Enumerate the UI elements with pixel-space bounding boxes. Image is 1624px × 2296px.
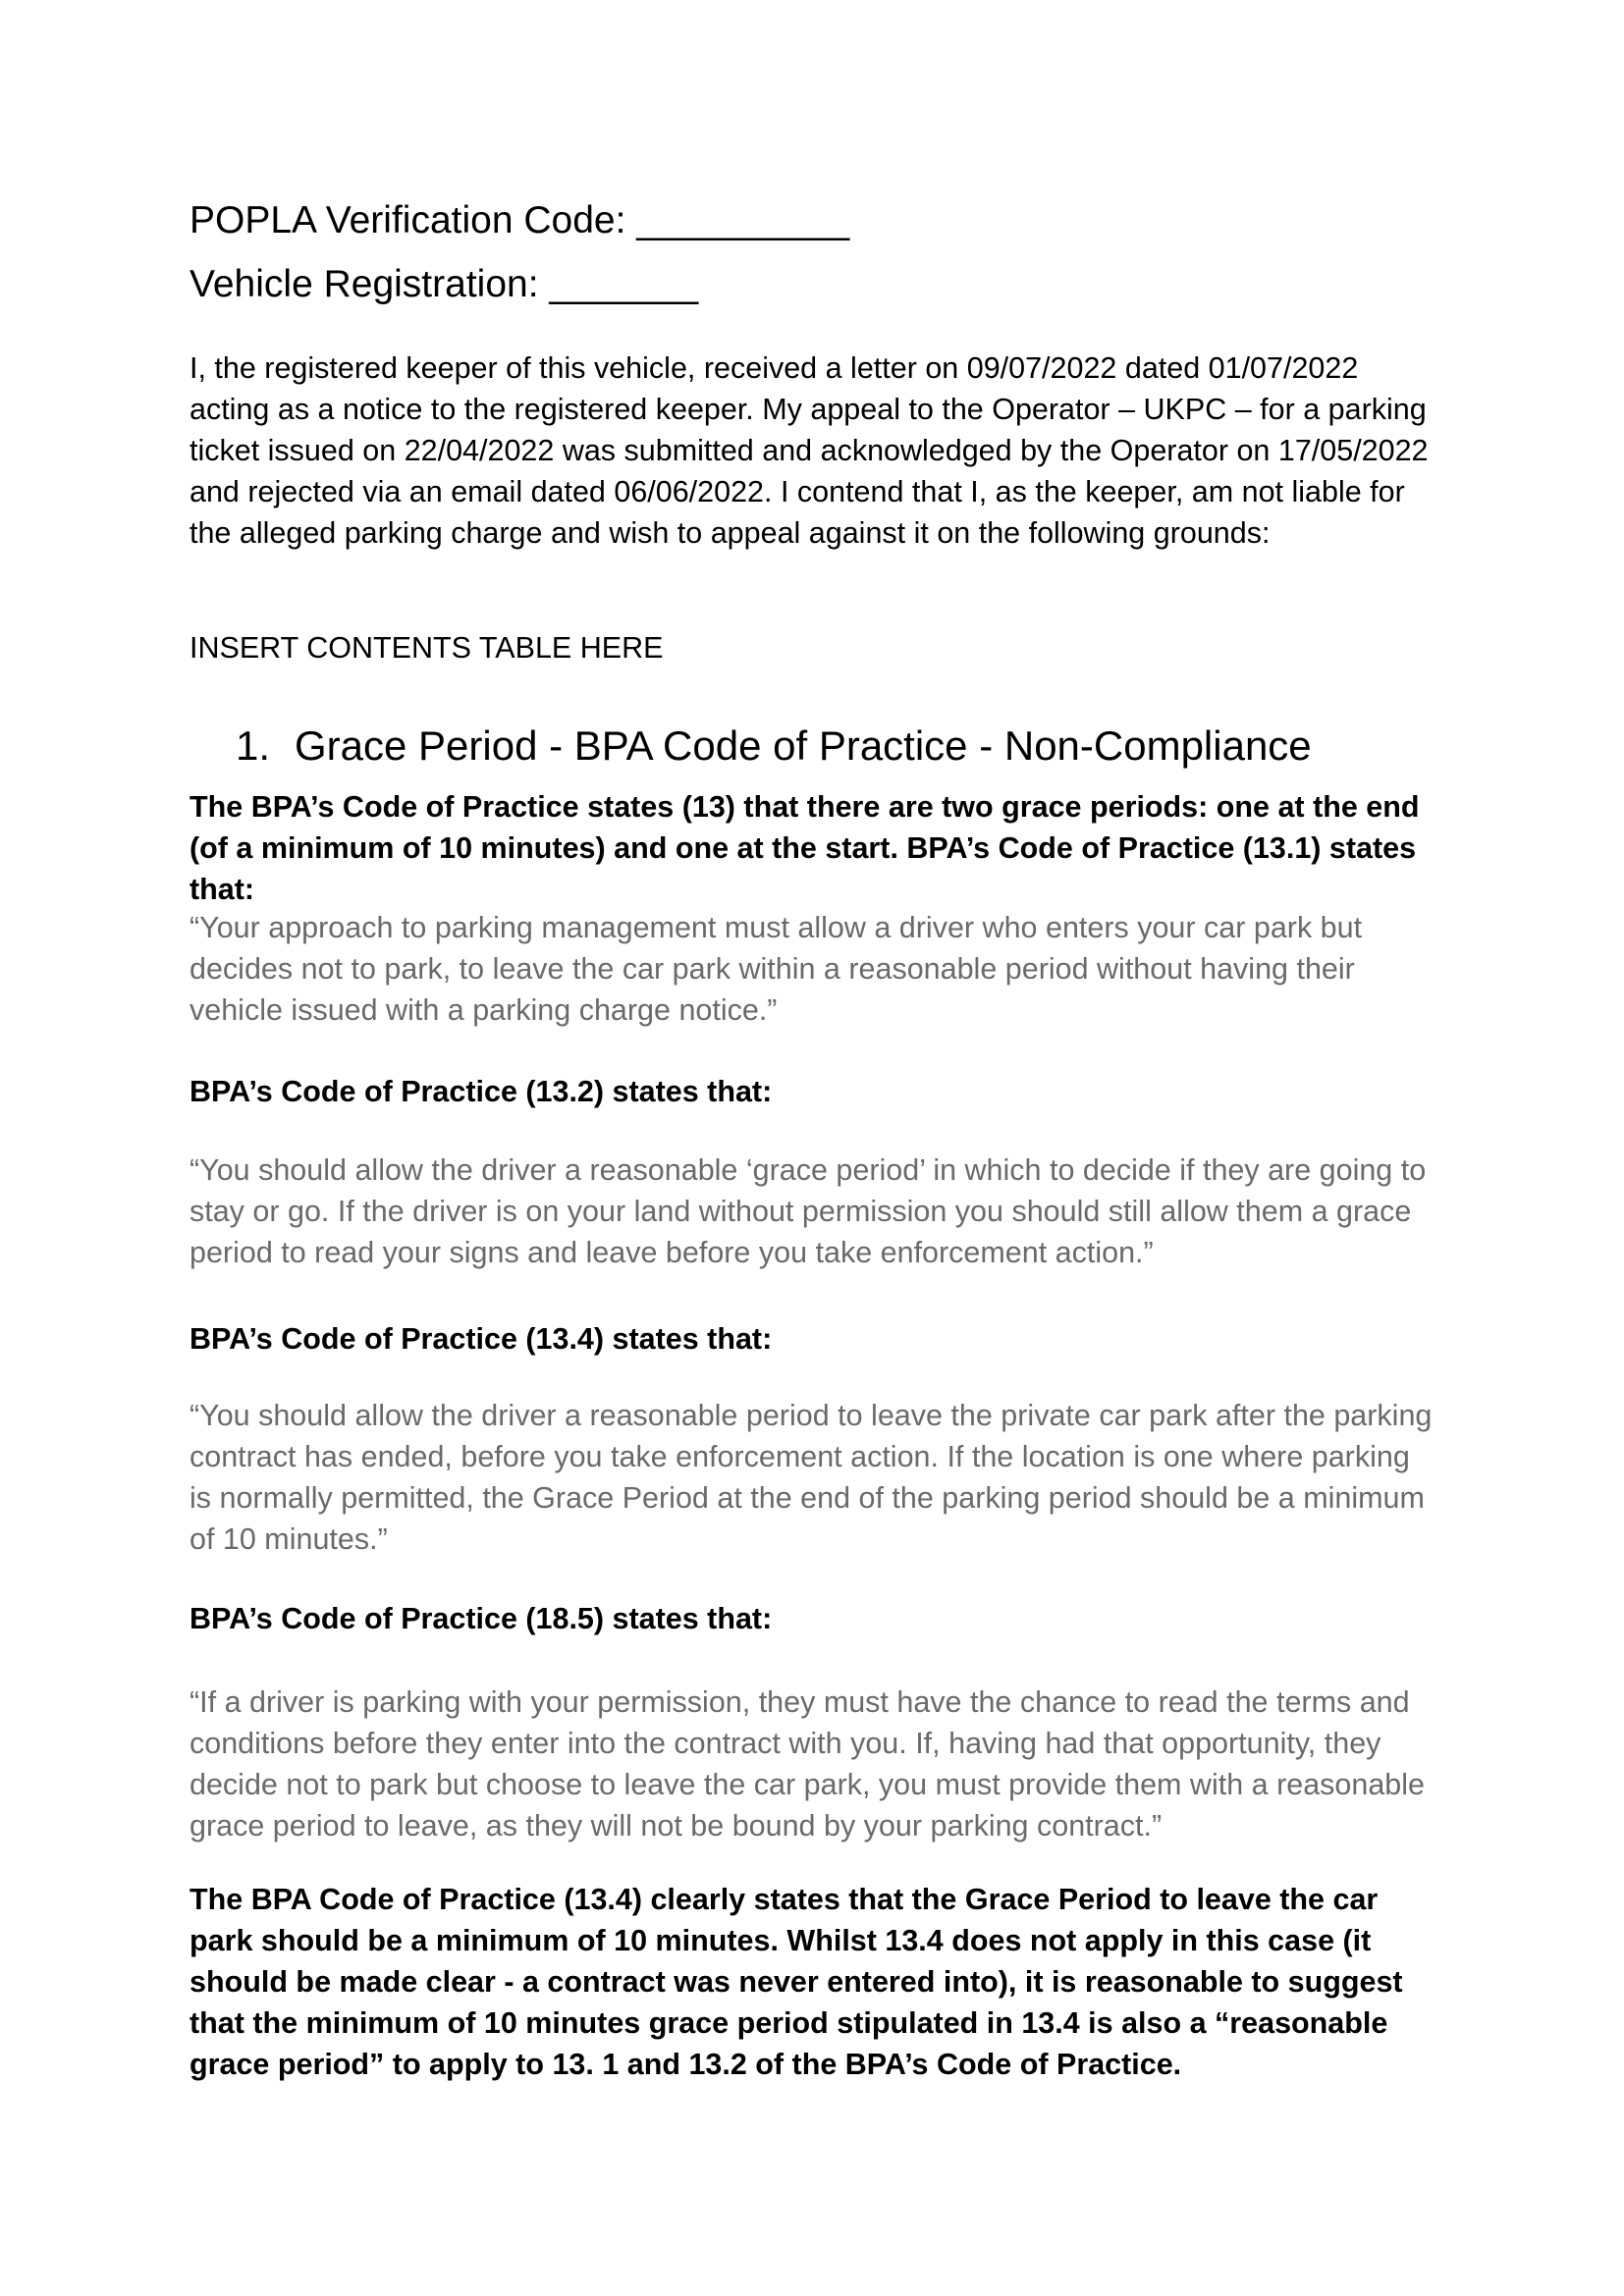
intro-paragraph: I, the registered keeper of this vehicle, received a letter on 09/07/2022 dated 01/07/2022 acting as a notice to the registered keeper. My appeal to the Operator – UKPC – for a parking ticket issued on 22/04/2022 was submitted and acknowledged by the Operator on 17/05/2022 and rejected via an email dated 06/06/2022. I contend that I, as the keeper, am not liable for the alleged parking charge and wish to appeal against it on the following grounds: <box>189 351 1437 550</box>
contents-placeholder: INSERT CONTENTS TABLE HERE <box>189 631 664 665</box>
popla-code-blank: __________ <box>636 199 850 241</box>
section-title: Grace Period - BPA Code of Practice - Non-Compliance <box>295 722 1312 769</box>
quote-18-5: “If a driver is parking with your permission, they must have the chance to read the terms and conditions before they enter into the contract with you. If, having had that opportunity, they decide not to park but choose to leave the car park, you must provide them with a reasonable grace period to leave, as they will not be bound by your parking contract.” <box>189 1685 1434 1842</box>
section-intro-paragraph: The BPA’s Code of Practice states (13) that there are two grace periods: one at the end (of a minimum of 10 minutes) and one at the start. BPA’s Code of Practice (13.1) states that: <box>189 790 1428 906</box>
label-18-5: BPA’s Code of Practice (18.5) states that: <box>189 1602 773 1635</box>
section-heading <box>236 721 1434 772</box>
vehicle-registration-blank: _______ <box>549 263 699 305</box>
closing-paragraph: The BPA Code of Practice (13.4) clearly states that the Grace Period to leave the car park should be a minimum of 10 minutes. Whilst 13.4 does not apply in this case (it should be made clear - a contract was never entered into), it is reasonable to suggest that the minimum of 10 minutes grace period stipulated in 13.4 is also a “reasonable grace period” to apply to 13. 1 and 13.2 of the BPA’s Code of Practice. <box>189 1883 1412 2081</box>
label-13-4: BPA’s Code of Practice (13.4) states that: <box>189 1322 773 1356</box>
vehicle-registration-line <box>189 258 1436 311</box>
popla-code-line <box>189 194 1436 247</box>
vehicle-registration-label: Vehicle Registration: <box>189 263 550 305</box>
quote-13-2: “You should allow the driver a reasonable ‘grace period’ in which to decide if they are going to stay or go. If the driver is on your land without permission you should still allow them a grace period to read your signs and leave before you take enforcement action.” <box>189 1153 1435 1269</box>
quote-13-1: “Your approach to parking management must allow a driver who enters your car park but decides not to park, to leave the car park within a reasonable period without having their vehicle issued with a parking charge notice.” <box>189 911 1371 1027</box>
popla-code-label: POPLA Verification Code: <box>189 199 637 241</box>
quote-13-4: “You should allow the driver a reasonable period to leave the private car park after the parking contract has ended, before you take enforcement action. If the location is one where parking is normally permitted, the Grace Period at the end of the parking period should be a minimum of 10 minutes.” <box>189 1399 1440 1556</box>
section-number: 1. <box>236 722 271 769</box>
label-13-2: BPA’s Code of Practice (13.2) states that: <box>189 1075 773 1108</box>
